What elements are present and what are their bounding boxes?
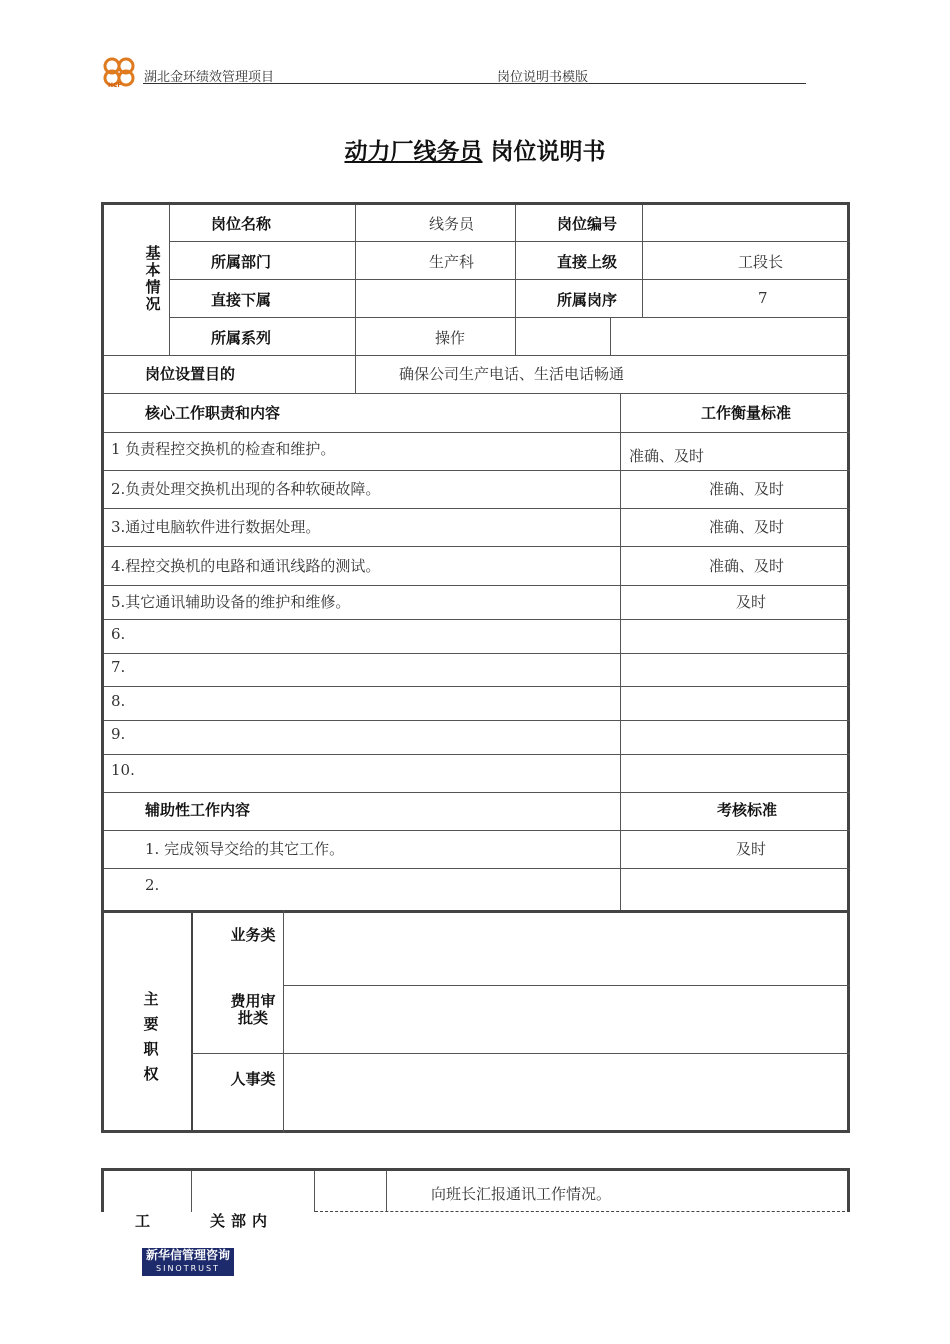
aux-row-1-text: 1. 完成领导交给的其它工作。 — [145, 840, 345, 858]
core-row-9-text: 9. — [111, 725, 126, 743]
position-code-label: 岗位编号 — [557, 215, 618, 233]
core-row-5-std: 及时 — [736, 593, 767, 611]
core-row-2-std: 准确、及时 — [709, 480, 785, 498]
authority-expense-label: 费用审批类 — [230, 992, 276, 1027]
logo-text: HCF — [108, 82, 122, 89]
header-doc-type: 岗位说明书模版 — [497, 70, 589, 85]
main-table — [101, 202, 850, 1133]
header-company: 湖北金环绩效管理项目 — [144, 70, 275, 85]
authority-business-label: 业务类 — [230, 926, 276, 944]
authority-label: 主要职权 — [143, 990, 159, 1083]
purpose-label: 岗位设置目的 — [145, 365, 236, 383]
relations-value: 向班长汇报通讯工作情况。 — [431, 1185, 612, 1203]
page-title — [0, 133, 950, 166]
core-row-4-std: 准确、及时 — [709, 557, 785, 575]
sequence-value: 7 — [758, 289, 768, 307]
core-standard-header: 工作衡量标准 — [701, 404, 792, 422]
core-row-5-text: 5.其它通讯辅助设备的维护和维修。 — [111, 593, 351, 611]
aux-row-1-std: 及时 — [736, 840, 767, 858]
footer-logo-en: SINOTRUST — [156, 1264, 220, 1273]
aux-row-2-text: 2. — [145, 876, 160, 894]
core-row-8-text: 8. — [111, 692, 126, 710]
core-row-1-std: 准确、及时 — [629, 447, 705, 465]
basic-section-label: 基本情况 — [145, 244, 161, 313]
footer-logo-cn: 新华信管理咨询 — [145, 1248, 230, 1262]
relations-table — [101, 1168, 850, 1212]
sequence-label: 所属岗序 — [557, 291, 618, 309]
core-row-7-text: 7. — [111, 658, 126, 676]
core-row-10-text: 10. — [111, 761, 135, 779]
subordinate-label: 直接下属 — [211, 291, 272, 309]
core-row-4-text: 4.程控交换机的电路和通讯线路的测试。 — [111, 557, 381, 575]
series-label: 所属系列 — [211, 329, 272, 347]
position-name-value: 线务员 — [429, 215, 475, 233]
core-row-3-text: 3.通过电脑软件进行数据处理。 — [111, 518, 321, 536]
relations-label-mid: 关部内 — [210, 1212, 274, 1230]
header-divider — [143, 83, 806, 84]
core-row-6-text: 6. — [111, 625, 126, 643]
position-name-label: 岗位名称 — [211, 215, 272, 233]
superior-value: 工段长 — [738, 253, 784, 271]
title-position: 动力厂线务员 — [344, 139, 483, 165]
purpose-value: 确保公司生产电话、生活电话畅通 — [399, 365, 625, 383]
company-logo — [100, 54, 140, 92]
superior-label: 直接上级 — [557, 253, 618, 271]
footer-logo — [142, 1248, 234, 1276]
department-label: 所属部门 — [211, 253, 272, 271]
series-value: 操作 — [435, 329, 466, 347]
aux-standard-header: 考核标准 — [717, 801, 778, 819]
core-row-2-text: 2.负责处理交换机出现的各种软硬故障。 — [111, 480, 381, 498]
core-row-3-std: 准确、及时 — [709, 518, 785, 536]
relations-label-left: 工 — [135, 1212, 151, 1230]
authority-personnel-label: 人事类 — [230, 1070, 276, 1088]
core-duties-header: 核心工作职责和内容 — [145, 404, 281, 422]
title-doc: 岗位说明书 — [490, 139, 606, 165]
relations-dashed-line — [315, 1211, 845, 1212]
basic-divider — [169, 205, 170, 355]
aux-header: 辅助性工作内容 — [145, 801, 251, 819]
core-row-1-text: 1 负责程控交换机的检查和维护。 — [111, 440, 336, 458]
department-value: 生产科 — [429, 253, 475, 271]
